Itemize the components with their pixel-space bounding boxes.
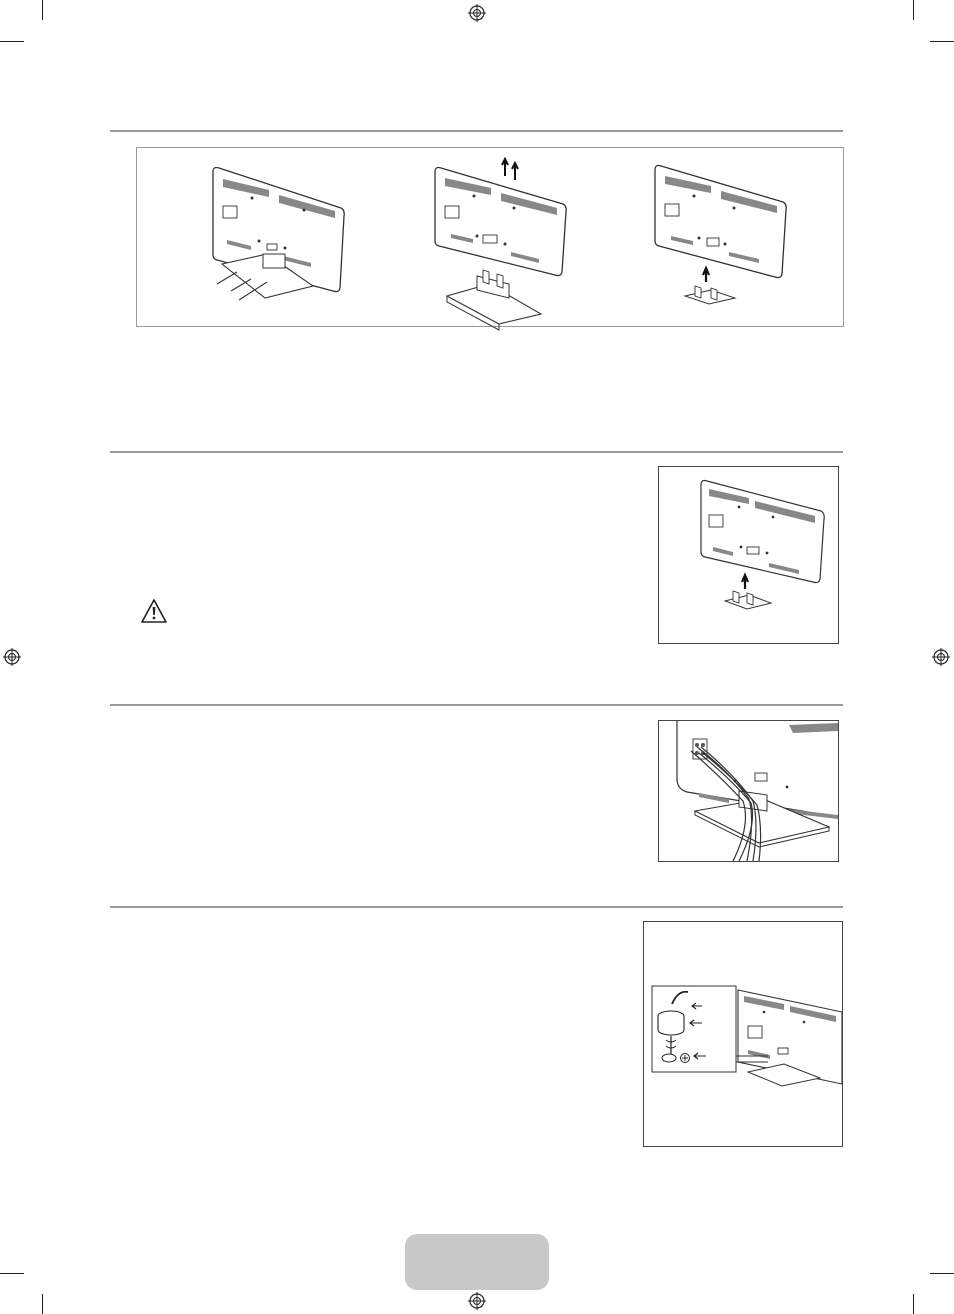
page-number-tab	[405, 1234, 549, 1290]
registration-mark-icon	[3, 648, 21, 666]
registration-mark-icon	[932, 648, 950, 666]
section-divider	[110, 906, 843, 908]
tv-lifted-from-stand-figure	[429, 156, 579, 326]
registration-mark-icon	[468, 4, 486, 22]
section-divider	[110, 704, 843, 706]
section-divider	[110, 451, 843, 453]
warning-triangle-icon	[140, 598, 168, 624]
stand-guide-removed-figure	[649, 158, 799, 308]
tv-with-stand-and-screws-figure	[207, 160, 357, 310]
figure-panel-stand-guide	[658, 466, 839, 644]
tv-with-stand-guide-figure	[669, 471, 829, 621]
tv-cables-through-stand-figure	[659, 721, 838, 861]
figure-panel-ferrite-core	[643, 921, 843, 1147]
figure-panel-stand-disassembly	[136, 147, 844, 327]
figure-panel-cable-management	[658, 720, 839, 862]
registration-mark-icon	[468, 1292, 486, 1310]
ferrite-core-on-cable-figure	[644, 922, 842, 1146]
section-divider	[110, 130, 843, 132]
